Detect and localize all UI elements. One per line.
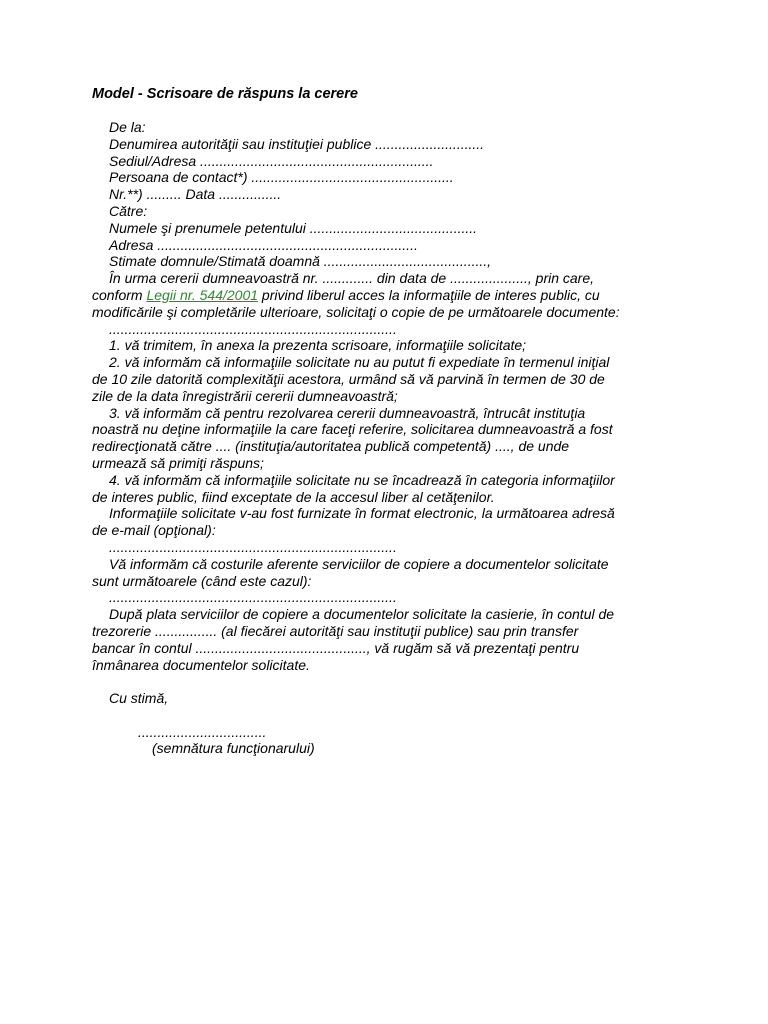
signature-caption: (semnătura funcţionarului) (152, 740, 315, 757)
option-3-line-2: noastră nu deţine informaţiile la care faceţi referire, solicitarea dumneavoastră a fost (92, 421, 613, 438)
intro-paragraph-line-1: În urma cererii dumneavoastră nr. ............. din data de ...................., prin care, (109, 270, 595, 287)
intro-paragraph-line-3: modificările şi completările ulterioare, solicitaţi o copie de pe următoarele documente: (92, 303, 620, 320)
option-3-line-3: redirecţionată către .... (instituţia/autoritatea publică competentă) ...., de unde (92, 438, 570, 455)
option-4-line-2: de interes public, fiind exceptate de la accesul liber al cetăţenilor. (92, 488, 495, 505)
address-line: Sediul/Adresa ............................................................ (109, 152, 434, 169)
documents-blank-line: .......................................................................... (109, 320, 397, 337)
petitioner-name-line: Numele şi prenumele petentului ........................................... (109, 219, 478, 236)
option-2-line-2: de 10 zile datorită complexităţii acestora, urmând să vă parvină în termen de 30 de (92, 370, 605, 387)
intro-conform-text: conform (92, 286, 147, 303)
option-4-line-1: 4. vă informăm că informaţiile solicitate nu se încadrează în categoria informaţiilor (109, 471, 615, 488)
document-title: Model - Scrisoare de răspuns la cerere (92, 86, 358, 102)
option-2-line-3: zile de la data înregistrării cererii dumneavoastră; (92, 387, 398, 404)
salutation-line: Stimate domnule/Stimată doamnă .........................................., (109, 253, 492, 270)
option-2-line-1: 2. vă informăm că informaţiile solicitate nu au putut fi expediate în termenul iniţial (109, 354, 610, 371)
law-link[interactable]: Legii nr. 544/2001 (146, 286, 259, 303)
payment-paragraph-line-1: După plata serviciilor de copiere a documentelor solicitate la casierie, în contul de (109, 606, 615, 623)
payment-paragraph-line-2: trezorerie ................ (al fiecărei autorităţi sau instituţii publice) sau prin transfer (92, 622, 579, 639)
spacer (92, 673, 676, 690)
to-label: Către: (109, 202, 148, 219)
contact-person-line: Persoana de contact*) .................................................... (109, 169, 454, 186)
option-3-line-4: urmează să primiţi răspuns; (92, 454, 264, 471)
intro-paragraph-line-2 (92, 287, 676, 304)
option-1-line: 1. vă trimitem, în anexa la prezenta scrisoare, informaţiile solicitate; (109, 337, 527, 354)
petitioner-address-line: Adresa ................................................................... (109, 236, 418, 253)
intro-law-text: privind liberul acces la informaţiile de interes public, cu (258, 286, 600, 303)
email-paragraph-line-1: Informaţiile solicitate v-au fost furnizate în format electronic, la următoarea adresă (109, 505, 615, 522)
costs-paragraph-line-2: sunt următoarele (când este cazul): (92, 572, 312, 589)
email-blank-line: .......................................................................... (109, 538, 397, 555)
option-3-line-1: 3. vă informăm că pentru rezolvarea cererii dumneavoastră, întrucât instituţia (109, 404, 586, 421)
costs-paragraph-line-1: Vă informăm că costurile aferente serviciilor de copiere a documentelor solicitate (109, 555, 609, 572)
authority-name-line: Denumirea autorităţii sau instituţiei publice ............................ (109, 135, 485, 152)
payment-paragraph-line-3: bancar în contul ............................................, vă rugăm să vă prezentaţi pentru (92, 639, 580, 656)
letter-body (92, 119, 676, 757)
payment-paragraph-line-4: înmânarea documentelor solicitate. (92, 656, 310, 673)
email-paragraph-line-2: de e-mail (opţional): (92, 522, 216, 539)
signature-line: ................................. (138, 723, 267, 740)
from-label: De la: (109, 119, 146, 135)
spacer (92, 707, 676, 724)
number-date-line: Nr.**) ......... Data ................ (109, 186, 282, 203)
closing-line: Cu stimă, (109, 690, 169, 707)
costs-blank-line: .......................................................................... (109, 589, 397, 606)
